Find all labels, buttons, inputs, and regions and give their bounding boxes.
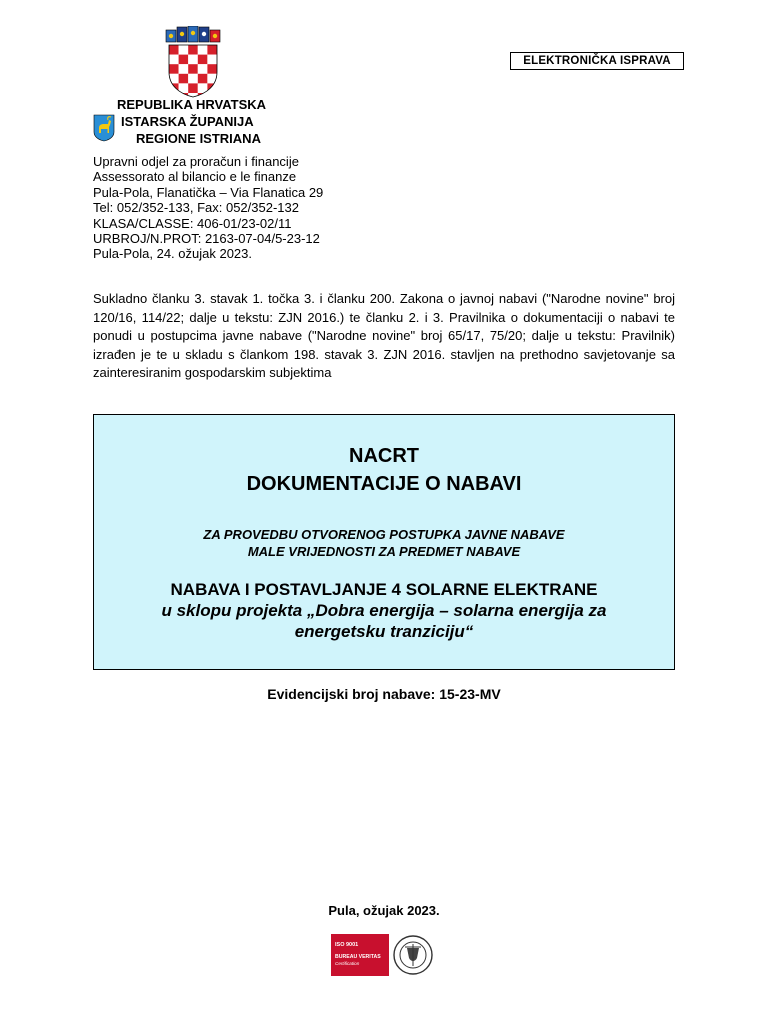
title-box xyxy=(93,414,675,670)
procedure-subtitle xyxy=(94,526,674,560)
evidence-number: Evidencijski broj nabave: 15-23-MV xyxy=(267,686,501,702)
checker-square xyxy=(188,83,198,93)
cert-certification-text: Certification xyxy=(335,961,360,966)
title-line-1: NACRT xyxy=(349,445,419,467)
checker-square xyxy=(207,45,217,55)
checker-square xyxy=(179,74,189,84)
coat-checkerboard xyxy=(169,45,217,98)
checker-square xyxy=(198,64,208,74)
checker-square xyxy=(169,64,179,74)
checker-square xyxy=(188,45,198,55)
subtitle-line-2: MALE VRIJEDNOSTI ZA PREDMET NABAVE xyxy=(247,544,521,559)
address-line: Upravni odjel za proračun i financije xyxy=(93,154,299,169)
checker-square xyxy=(207,64,217,74)
address-line: KLASA/CLASSE: 406-01/23-02/11 xyxy=(93,215,292,231)
title-line-2: DOKUMENTACIJE O NABAVI xyxy=(246,473,522,495)
place-date: Pula, ožujak 2023. xyxy=(328,903,440,918)
checker-square xyxy=(207,55,217,65)
address-line: Tel: 052/352-133, Fax: 052/352-132 xyxy=(93,200,299,216)
checker-square xyxy=(179,64,189,74)
checker-square xyxy=(169,55,179,65)
cert-company-text: BUREAU VERITAS xyxy=(335,954,381,960)
address-line: Pula-Pola, Flanatička – Via Flanatica 29 xyxy=(93,184,324,200)
address-line: Assessorato al bilancio e le finanze xyxy=(93,169,297,185)
checker-square xyxy=(179,55,189,65)
procurement-subject: NABAVA I POSTAVLJANJE 4 SOLARNE ELEKTRANE xyxy=(170,580,598,599)
checker-square xyxy=(198,45,208,55)
project-name: u sklopu projekta „Dobra energija – solarna energija za energetsku tranziciju“ xyxy=(161,601,607,641)
istria-goat-icon xyxy=(93,114,115,142)
croatian-coat-of-arms xyxy=(164,26,222,98)
document-title xyxy=(94,442,674,498)
checker-square xyxy=(179,45,189,55)
checker-square xyxy=(169,45,179,55)
region-heading: REGIONE ISTRIANA xyxy=(136,131,261,146)
checker-square xyxy=(188,74,198,84)
address-line: URBROJ/N.PROT: 2163-07-04/5-23-12 xyxy=(93,231,320,247)
subtitle-line-1: ZA PROVEDBU OTVORENOG POSTUPKA JAVNE NABAVE xyxy=(203,527,565,542)
intro-paragraph: Sukladno članku 3. stavak 1. točka 3. i članku 200. Zakona o javnoj nabavi ("Narodne novine" broj 120/16, 114/22; dalje u tekstu: ZJN 2016.) te članku 2. i 3. Pravilnika o dokumentaciji o nabavi te ponudi u postupcima javne nabave ("Narodne novine" broj 65/17, 75/20; dalje u tekstu: Pravilnik) izrađen je te u skladu s člankom 198. stavak 3. ZJN 2016. stavljen na prethodno savjetovanje sa zainteresiranim gospodarskim subjektima xyxy=(93,291,675,381)
checker-square xyxy=(207,83,217,93)
address-line: Pula-Pola, 24. ožujak 2023. xyxy=(93,246,252,262)
checker-square xyxy=(198,55,208,65)
address-block xyxy=(93,154,323,262)
county-heading: ISTARSKA ŽUPANIJA xyxy=(121,114,254,129)
republic-heading: REPUBLIKA HRVATSKA xyxy=(117,97,267,112)
checker-square xyxy=(188,64,198,74)
checker-square xyxy=(169,83,179,93)
checker-square xyxy=(188,55,198,65)
checker-square xyxy=(207,74,217,84)
checker-square xyxy=(198,74,208,84)
bureau-veritas-certification-logo xyxy=(331,934,437,976)
coat-crown xyxy=(166,26,220,42)
checker-square xyxy=(169,74,179,84)
cert-iso-text: ISO 9001 xyxy=(335,942,359,948)
electronic-document-stamp: ELEKTRONIČKA ISPRAVA xyxy=(510,52,684,70)
